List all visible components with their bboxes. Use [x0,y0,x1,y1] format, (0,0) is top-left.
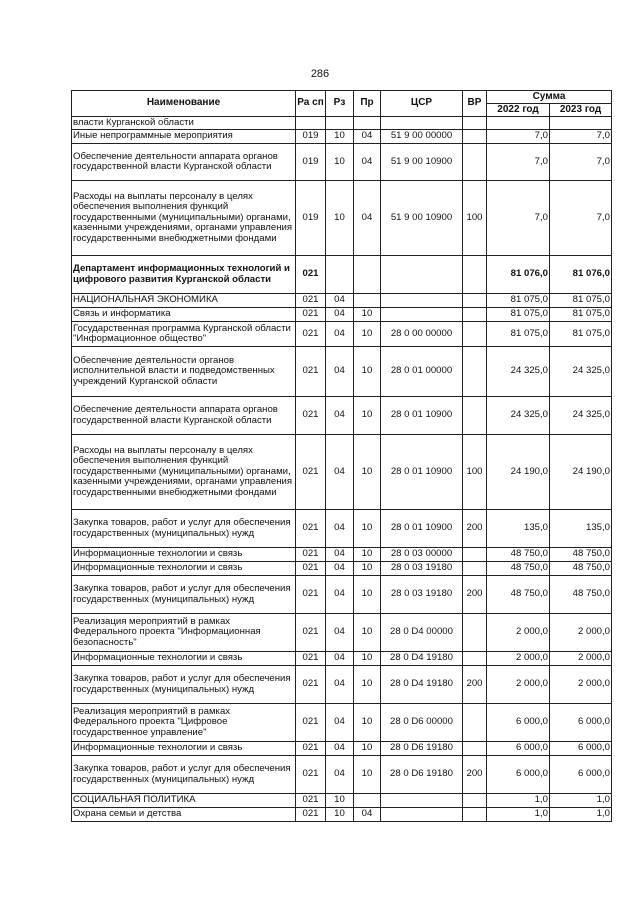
cell-csr [381,794,463,808]
cell-rz: 04 [326,510,354,548]
cell-vr: 200 [463,576,487,614]
cell-name: власти Курганской области [72,117,296,130]
cell-csr [381,294,463,308]
cell-pr: 04 [354,181,381,256]
cell-rz: 10 [326,181,354,256]
cell-name: Информационные технологии и связь [72,652,296,666]
cell-rz: 04 [326,294,354,308]
cell-csr [381,308,463,322]
cell-pr: 10 [354,614,381,652]
cell-rasp: 021 [296,256,326,294]
cell-2022: 81 075,0 [487,294,550,308]
cell-name: Закупка товаров, работ и услуг для обеспечения государственных (муниципальных) нужд [72,510,296,548]
cell-rasp: 021 [296,308,326,322]
cell-pr: 10 [354,756,381,794]
cell-name: Иные непрограммные мероприятия [72,130,296,144]
cell-name: Реализация мероприятий в рамках Федерального проекта "Информационная безопасность" [72,614,296,652]
cell-pr: 10 [354,435,381,510]
cell-pr: 10 [354,666,381,704]
header-rz: Рз [326,91,354,117]
header-pr: Пр [354,91,381,117]
cell-pr [354,117,381,130]
cell-2023: 81 075,0 [550,308,612,322]
cell-2022: 1,0 [487,808,550,822]
cell-2023: 24 325,0 [550,347,612,397]
cell-2023: 48 750,0 [550,562,612,576]
cell-csr: 28 0 D4 00000 [381,614,463,652]
cell-vr [463,562,487,576]
cell-2023: 24 325,0 [550,397,612,435]
cell-name: Закупка товаров, работ и услуг для обеспечения государственных (муниципальных) нужд [72,756,296,794]
cell-rz: 04 [326,666,354,704]
cell-csr: 28 0 01 10900 [381,510,463,548]
cell-vr [463,308,487,322]
cell-csr: 28 0 D4 19180 [381,652,463,666]
table-row [72,562,612,576]
cell-name: Связь и информатика [72,308,296,322]
cell-2023: 7,0 [550,144,612,181]
table-row [72,117,612,130]
cell-csr: 28 0 D6 19180 [381,756,463,794]
cell-rasp: 021 [296,510,326,548]
cell-pr: 04 [354,130,381,144]
cell-rasp: 021 [296,652,326,666]
cell-2022: 24 325,0 [487,347,550,397]
cell-rasp: 019 [296,130,326,144]
table-row [72,308,612,322]
cell-rz: 04 [326,704,354,742]
cell-name: Закупка товаров, работ и услуг для обеспечения государственных (муниципальных) нужд [72,666,296,704]
cell-vr [463,652,487,666]
cell-name: Департамент информационных технологий и цифрового развития Курганской области [72,256,296,294]
cell-2023: 2 000,0 [550,614,612,652]
cell-pr: 10 [354,308,381,322]
cell-csr: 28 0 00 00000 [381,322,463,347]
cell-2023: 24 190,0 [550,435,612,510]
cell-2022 [487,117,550,130]
budget-table [71,90,612,822]
cell-name: Информационные технологии и связь [72,548,296,562]
cell-rz: 10 [326,808,354,822]
cell-2023: 6 000,0 [550,742,612,756]
cell-csr: 51 9 00 00000 [381,130,463,144]
cell-pr: 10 [354,548,381,562]
cell-vr [463,808,487,822]
header-year-2023: 2023 год [550,104,612,117]
cell-rz: 04 [326,308,354,322]
cell-rasp: 021 [296,756,326,794]
cell-csr: 28 0 D6 00000 [381,704,463,742]
cell-2022: 48 750,0 [487,576,550,614]
cell-2023: 2 000,0 [550,652,612,666]
cell-csr: 51 9 00 10900 [381,181,463,256]
cell-2023: 2 000,0 [550,666,612,704]
cell-rz [326,117,354,130]
cell-pr: 10 [354,704,381,742]
cell-vr [463,117,487,130]
cell-pr: 10 [354,742,381,756]
cell-2022: 2 000,0 [487,666,550,704]
cell-2022: 7,0 [487,181,550,256]
cell-rz: 04 [326,548,354,562]
header-year-2022: 2022 год [487,104,550,117]
table-row [72,435,612,510]
cell-vr: 100 [463,181,487,256]
table-row [72,756,612,794]
cell-vr [463,294,487,308]
table-row [72,614,612,652]
cell-2023: 135,0 [550,510,612,548]
cell-csr: 28 0 03 19180 [381,562,463,576]
table-body [72,117,612,822]
cell-csr [381,117,463,130]
cell-rz: 04 [326,576,354,614]
cell-rz: 04 [326,397,354,435]
cell-pr [354,794,381,808]
cell-pr: 10 [354,322,381,347]
table-row [72,397,612,435]
cell-rasp: 021 [296,322,326,347]
cell-name: СОЦИАЛЬНАЯ ПОЛИТИКА [72,794,296,808]
cell-rasp: 021 [296,666,326,704]
cell-rz: 10 [326,144,354,181]
cell-vr [463,144,487,181]
page-number: 286 [310,68,330,80]
cell-2022: 81 076,0 [487,256,550,294]
cell-rasp: 021 [296,576,326,614]
table-row [72,794,612,808]
cell-rz: 04 [326,614,354,652]
table-row [72,510,612,548]
cell-2022: 24 325,0 [487,397,550,435]
cell-2022: 24 190,0 [487,435,550,510]
cell-rz: 10 [326,130,354,144]
cell-rasp [296,117,326,130]
table-row [72,144,612,181]
cell-2022: 1,0 [487,794,550,808]
cell-2023: 81 075,0 [550,322,612,347]
cell-csr: 51 9 00 10900 [381,144,463,181]
cell-pr [354,294,381,308]
cell-rasp: 021 [296,548,326,562]
cell-rz: 04 [326,742,354,756]
cell-name: Государственная программа Курганской области "Информационное общество" [72,322,296,347]
cell-rz: 04 [326,322,354,347]
cell-pr: 10 [354,652,381,666]
cell-2023: 1,0 [550,794,612,808]
cell-vr [463,794,487,808]
cell-pr: 10 [354,576,381,614]
cell-2022: 2 000,0 [487,652,550,666]
cell-rasp: 021 [296,294,326,308]
cell-rasp: 021 [296,614,326,652]
cell-rz: 04 [326,562,354,576]
cell-rasp: 019 [296,144,326,181]
cell-csr: 28 0 01 10900 [381,397,463,435]
cell-2023: 81 076,0 [550,256,612,294]
cell-2023: 1,0 [550,808,612,822]
table-row [72,181,612,256]
table-row [72,742,612,756]
cell-vr [463,256,487,294]
cell-vr: 100 [463,435,487,510]
cell-rasp: 021 [296,397,326,435]
cell-2023: 7,0 [550,130,612,144]
cell-rasp: 021 [296,435,326,510]
cell-rz: 04 [326,347,354,397]
table-row [72,548,612,562]
cell-rasp: 021 [296,704,326,742]
cell-vr [463,742,487,756]
cell-rz: 04 [326,756,354,794]
cell-rz: 04 [326,435,354,510]
table-row [72,666,612,704]
cell-csr: 28 0 D4 19180 [381,666,463,704]
cell-pr [354,256,381,294]
table-row [72,130,612,144]
table-row [72,808,612,822]
cell-2022: 6 000,0 [487,704,550,742]
table-row [72,347,612,397]
header-csr: ЦСР [381,91,463,117]
cell-rz [326,256,354,294]
cell-2023: 48 750,0 [550,548,612,562]
cell-csr: 28 0 03 19180 [381,576,463,614]
cell-2023 [550,117,612,130]
table-row [72,322,612,347]
header-rasp: Ра сп [296,91,326,117]
cell-vr [463,130,487,144]
cell-csr: 28 0 03 00000 [381,548,463,562]
table-row [72,576,612,614]
cell-rz: 04 [326,652,354,666]
table-row [72,652,612,666]
table-row [72,704,612,742]
cell-name: Охрана семьи и детства [72,808,296,822]
cell-vr: 200 [463,510,487,548]
table-header [72,91,612,117]
header-sum: Сумма [487,91,612,104]
cell-vr [463,397,487,435]
cell-vr [463,548,487,562]
cell-2022: 7,0 [487,144,550,181]
cell-2022: 7,0 [487,130,550,144]
cell-name: Закупка товаров, работ и услуг для обеспечения государственных (муниципальных) нужд [72,576,296,614]
cell-name: НАЦИОНАЛЬНАЯ ЭКОНОМИКА [72,294,296,308]
cell-vr: 200 [463,756,487,794]
cell-2023: 81 075,0 [550,294,612,308]
table-row [72,256,612,294]
cell-2022: 6 000,0 [487,742,550,756]
cell-csr: 28 0 01 00000 [381,347,463,397]
cell-vr [463,322,487,347]
cell-name: Обеспечение деятельности органов исполнительной власти и подведомственных учреждений Курганской области [72,347,296,397]
cell-2022: 135,0 [487,510,550,548]
cell-name: Расходы на выплаты персоналу в целях обеспечения выполнения функций государственными (муниципальными) органами, казенными учреждениями, органами управления государственными внебюджетными фондами [72,435,296,510]
cell-name: Обеспечение деятельности аппарата органов государственной власти Курганской области [72,144,296,181]
cell-rasp: 021 [296,794,326,808]
header-vr: ВР [463,91,487,117]
cell-name: Расходы на выплаты персоналу в целях обеспечения выполнения функций государственными (муниципальными) органами, казенными учреждениями, органами управления государственными внебюджетными фондами [72,181,296,256]
cell-rasp: 021 [296,742,326,756]
cell-rasp: 021 [296,347,326,397]
cell-2022: 48 750,0 [487,548,550,562]
cell-csr [381,808,463,822]
cell-pr: 10 [354,510,381,548]
cell-name: Информационные технологии и связь [72,562,296,576]
cell-csr: 28 0 01 10900 [381,435,463,510]
cell-name: Информационные технологии и связь [72,742,296,756]
cell-rz: 10 [326,794,354,808]
cell-vr: 200 [463,666,487,704]
cell-pr: 10 [354,347,381,397]
cell-pr: 10 [354,397,381,435]
cell-vr [463,614,487,652]
cell-csr: 28 0 D6 19180 [381,742,463,756]
cell-rasp: 021 [296,808,326,822]
cell-vr [463,347,487,397]
cell-2022: 6 000,0 [487,756,550,794]
cell-2022: 81 075,0 [487,322,550,347]
cell-2022: 81 075,0 [487,308,550,322]
cell-2023: 7,0 [550,181,612,256]
cell-2022: 48 750,0 [487,562,550,576]
header-name: Наименование [72,91,296,117]
table-row [72,294,612,308]
cell-name: Реализация мероприятий в рамках Федерального проекта "Цифровое государственное управление" [72,704,296,742]
cell-pr: 10 [354,562,381,576]
cell-vr [463,704,487,742]
cell-rasp: 021 [296,562,326,576]
cell-pr: 04 [354,144,381,181]
cell-csr [381,256,463,294]
cell-2022: 2 000,0 [487,614,550,652]
cell-name: Обеспечение деятельности аппарата органов государственной власти Курганской области [72,397,296,435]
cell-pr: 04 [354,808,381,822]
cell-2023: 48 750,0 [550,576,612,614]
cell-rasp: 019 [296,181,326,256]
cell-2023: 6 000,0 [550,704,612,742]
cell-2023: 6 000,0 [550,756,612,794]
